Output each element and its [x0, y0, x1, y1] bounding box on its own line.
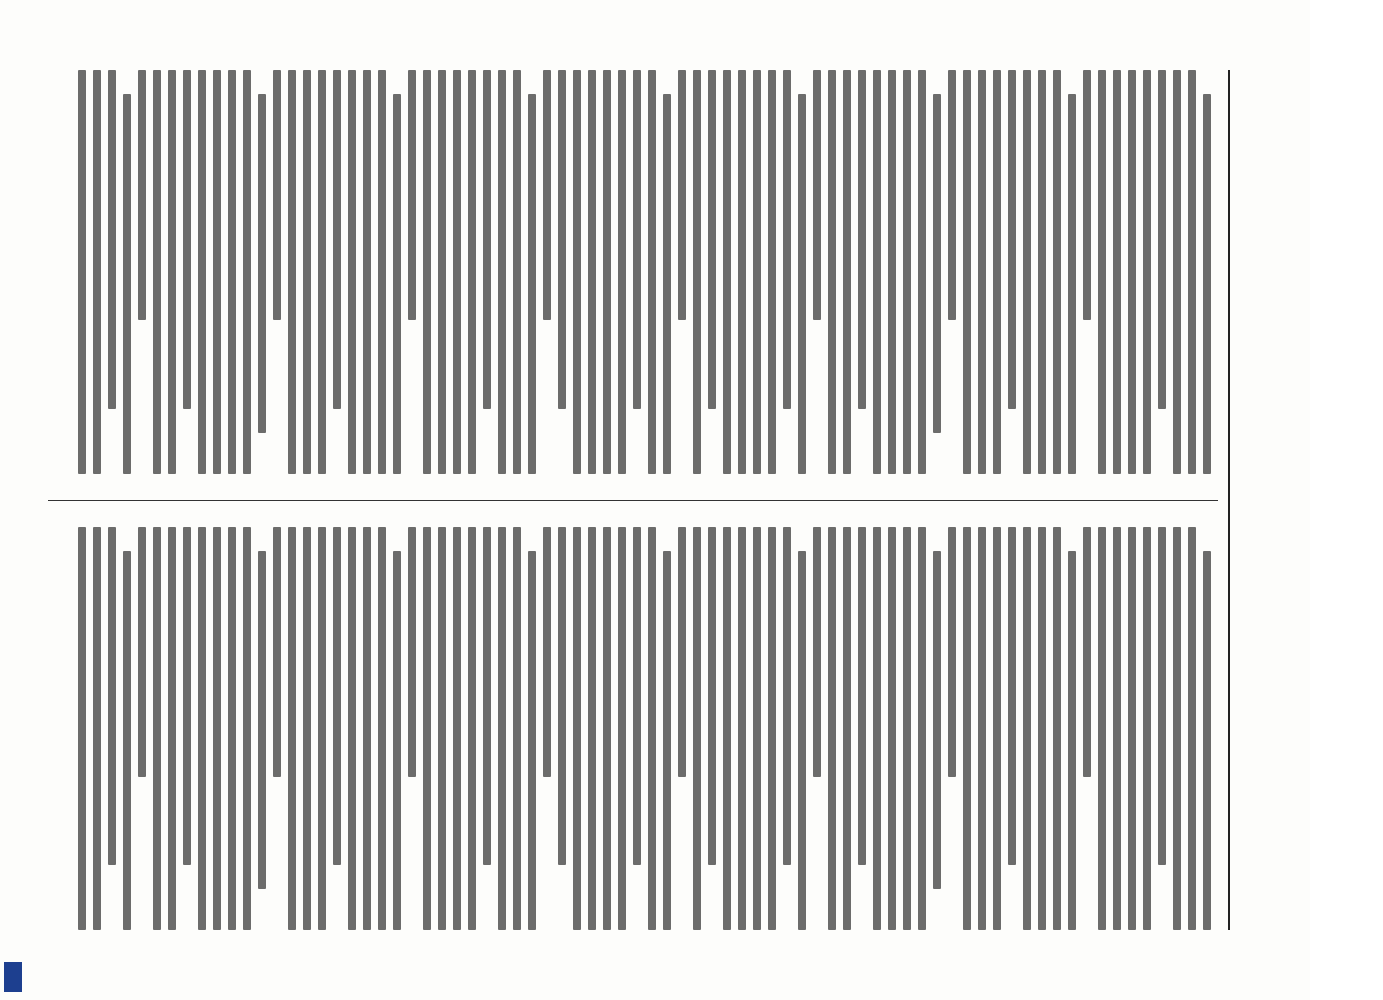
- text-line: [393, 551, 401, 931]
- text-line: [1113, 527, 1121, 931]
- text-line: [1128, 527, 1136, 931]
- text-line: [663, 94, 671, 474]
- text-line: [1008, 527, 1016, 866]
- text-line: [1098, 70, 1106, 474]
- text-line: [528, 94, 536, 474]
- text-line: [903, 70, 911, 474]
- text-line: [438, 527, 446, 931]
- text-line: [288, 70, 296, 474]
- text-line: [528, 551, 536, 931]
- text-line: [888, 527, 896, 931]
- text-line: [993, 70, 1001, 474]
- text-line: [108, 527, 116, 866]
- text-line: [363, 527, 371, 931]
- text-line: [138, 70, 146, 320]
- column-divider: [48, 500, 1218, 501]
- page-header: [1228, 70, 1270, 930]
- text-line: [1083, 70, 1091, 320]
- text-line: [858, 70, 866, 409]
- text-line: [408, 70, 416, 320]
- text-line: [1173, 527, 1181, 931]
- text-line: [948, 70, 956, 320]
- text-line: [603, 70, 611, 474]
- text-line: [288, 527, 296, 931]
- dfg-logo-icon: [4, 962, 22, 992]
- text-line: [888, 70, 896, 474]
- text-line: [1083, 527, 1091, 777]
- text-line: [633, 527, 641, 866]
- text-line: [948, 527, 956, 777]
- text-line: [798, 94, 806, 474]
- text-line: [828, 527, 836, 931]
- text-line: [243, 527, 251, 931]
- text-line: [708, 70, 716, 409]
- text-line: [753, 70, 761, 474]
- text-line: [558, 70, 566, 409]
- text-line: [933, 551, 941, 890]
- text-line: [318, 527, 326, 931]
- text-line: [1158, 70, 1166, 409]
- text-line: [1053, 70, 1061, 474]
- text-line: [813, 70, 821, 320]
- text-line: [168, 70, 176, 474]
- text-line: [258, 94, 266, 433]
- text-line: [453, 527, 461, 931]
- text-line: [213, 70, 221, 474]
- text-line: [123, 94, 131, 474]
- text-line: [588, 527, 596, 931]
- text-line: [858, 527, 866, 866]
- text-line: [933, 94, 941, 433]
- text-line: [453, 70, 461, 474]
- text-line: [648, 70, 656, 474]
- text-line: [993, 527, 1001, 931]
- text-line: [753, 527, 761, 931]
- text-line: [1173, 70, 1181, 474]
- text-line: [693, 70, 701, 474]
- text-line: [543, 70, 551, 320]
- text-line: [483, 527, 491, 866]
- text-line: [543, 527, 551, 777]
- text-line: [843, 527, 851, 931]
- text-line: [978, 70, 986, 474]
- text-line: [363, 70, 371, 474]
- text-line: [468, 70, 476, 474]
- text-line: [423, 527, 431, 931]
- text-line: [618, 70, 626, 474]
- text-line: [723, 70, 731, 474]
- text-line: [963, 70, 971, 474]
- text-line: [1158, 527, 1166, 866]
- text-line: [723, 527, 731, 931]
- text-line: [618, 527, 626, 931]
- text-line: [738, 527, 746, 931]
- text-line: [663, 551, 671, 931]
- text-line: [198, 70, 206, 474]
- text-line: [138, 527, 146, 777]
- text-line: [648, 527, 656, 931]
- text-line: [258, 551, 266, 890]
- left-column: [48, 70, 1218, 474]
- text-line: [438, 70, 446, 474]
- digitization-note: [4, 8, 24, 988]
- text-line: [513, 70, 521, 474]
- text-line: [633, 70, 641, 409]
- text-line: [1068, 551, 1076, 931]
- text-line: [1068, 94, 1076, 474]
- text-line: [498, 527, 506, 931]
- text-line: [1143, 527, 1151, 931]
- text-line: [273, 527, 281, 777]
- text-line: [783, 527, 791, 866]
- text-line: [1203, 94, 1211, 474]
- right-column: [48, 527, 1218, 931]
- text-line: [693, 527, 701, 931]
- text-line: [348, 70, 356, 474]
- text-line: [738, 70, 746, 474]
- text-line: [873, 527, 881, 931]
- text-line: [168, 527, 176, 931]
- text-line: [768, 527, 776, 931]
- text-line: [978, 527, 986, 931]
- text-line: [1038, 70, 1046, 474]
- text-line: [228, 70, 236, 474]
- text-line: [483, 70, 491, 409]
- text-line: [393, 94, 401, 474]
- text-line: [678, 70, 686, 320]
- text-line: [1113, 70, 1121, 474]
- text-line: [93, 70, 101, 474]
- text-line: [108, 70, 116, 409]
- text-line: [1023, 527, 1031, 931]
- text-line: [378, 527, 386, 931]
- text-line: [768, 70, 776, 474]
- text-line: [123, 551, 131, 931]
- text-line: [198, 527, 206, 931]
- text-line: [813, 527, 821, 777]
- text-line: [963, 527, 971, 931]
- text-line: [153, 527, 161, 931]
- text-line: [573, 527, 581, 931]
- text-line: [573, 70, 581, 474]
- text-line: [333, 70, 341, 409]
- text-line: [798, 551, 806, 931]
- text-line: [183, 527, 191, 866]
- text-line: [1188, 527, 1196, 931]
- text-columns: [48, 70, 1218, 930]
- text-line: [918, 70, 926, 474]
- text-line: [1008, 70, 1016, 409]
- text-line: [1203, 551, 1211, 931]
- text-line: [1098, 527, 1106, 931]
- text-line: [513, 527, 521, 931]
- text-line: [603, 527, 611, 931]
- text-line: [78, 70, 86, 474]
- text-line: [558, 527, 566, 866]
- text-line: [228, 527, 236, 931]
- text-line: [423, 70, 431, 474]
- text-line: [318, 70, 326, 474]
- text-line: [408, 527, 416, 777]
- text-line: [828, 70, 836, 474]
- text-line: [903, 527, 911, 931]
- text-line: [243, 70, 251, 474]
- text-line: [78, 527, 86, 931]
- text-line: [378, 70, 386, 474]
- text-line: [1038, 527, 1046, 931]
- text-line: [303, 70, 311, 474]
- text-line: [333, 527, 341, 866]
- text-line: [1053, 527, 1061, 931]
- text-line: [588, 70, 596, 474]
- text-line: [918, 527, 926, 931]
- text-line: [93, 527, 101, 931]
- text-line: [213, 527, 221, 931]
- text-line: [708, 527, 716, 866]
- text-line: [498, 70, 506, 474]
- text-line: [678, 527, 686, 777]
- text-line: [183, 70, 191, 409]
- text-line: [273, 70, 281, 320]
- text-line: [303, 527, 311, 931]
- text-line: [1143, 70, 1151, 474]
- text-line: [1128, 70, 1136, 474]
- text-line: [153, 70, 161, 474]
- text-line: [468, 527, 476, 931]
- text-line: [1188, 70, 1196, 474]
- text-line: [1023, 70, 1031, 474]
- text-line: [843, 70, 851, 474]
- text-line: [783, 70, 791, 409]
- text-line: [873, 70, 881, 474]
- text-line: [348, 527, 356, 931]
